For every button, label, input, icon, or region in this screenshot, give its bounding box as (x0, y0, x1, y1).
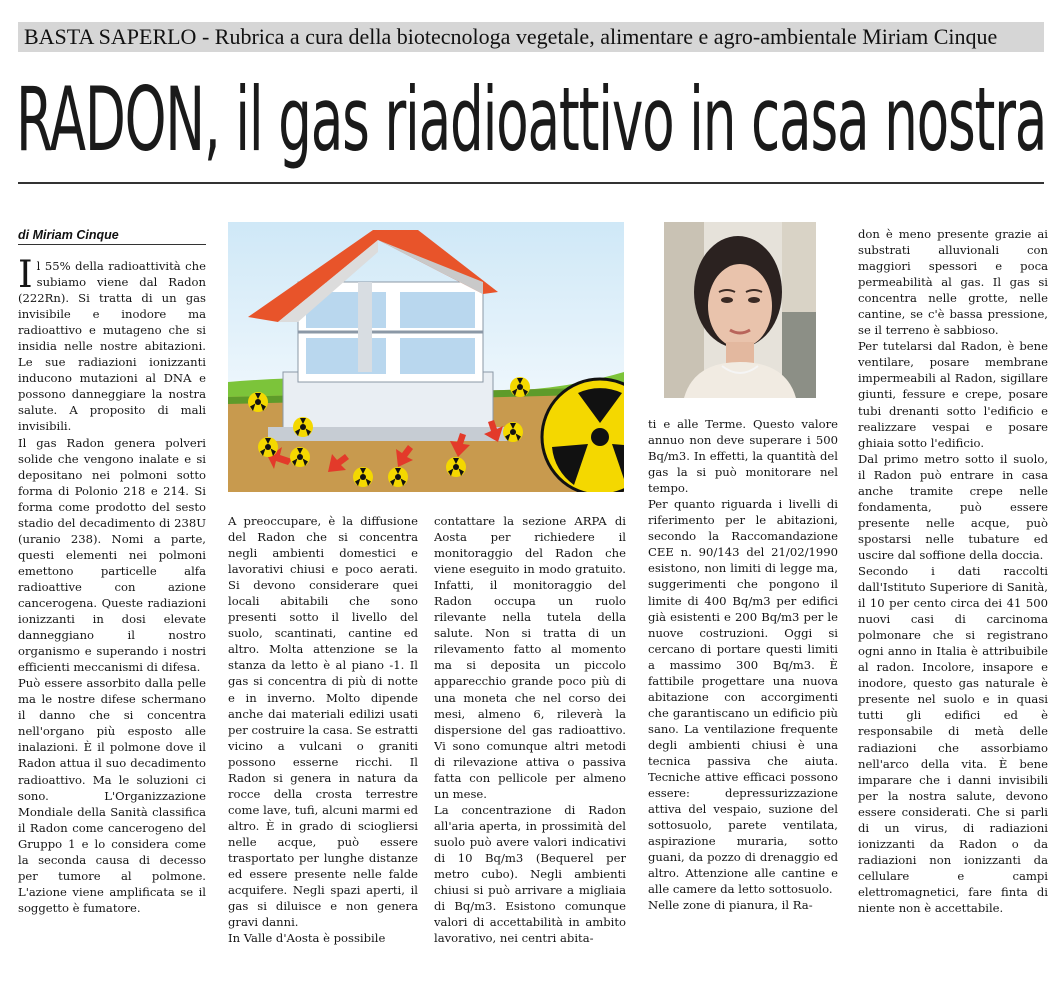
author-portrait-icon (664, 222, 816, 398)
paragraph: Per tutelarsi dal Radon, è bene ventilare, posare membrane impermeabili al Radon, sigillare giunti, fessure e crepe, posare tubi drenanti sotto l'edificio e realizzare vespai e posare ghiaia sotto l'edificio. (858, 339, 1048, 450)
paragraph: A preoccupare, è la diffusione del Radon che si concentra negli ambienti domestici e lavorativi chiusi e poco aerati. Si devono considerare quei locali abitabili che sono presenti sotto il livello del suolo, scantinati, cantine ed altro. Molta attenzione se la stanza da letto è al piano -1. Il gas si concentra di più di notte e in inverno. Molto dipende anche dai materiali edilizi usati per costruire la casa. Se estratti vicino a vulcani o graniti possono esserne ricchi. Il Radon si genera in natura da rocce della crosta terrestre come lave, tufi, alcuni marmi ed altro. È in grado di sciogliersi nelle acque, può essere trasportato per lunghe distanze ed essere presente nelle falde acquifere. Negli spazi aperti, il gas si diluisce e non genera gravi danni. (228, 514, 418, 930)
byline: di Miriam Cinque (18, 228, 206, 245)
article-column-1 (18, 258, 206, 978)
paragraph: Dal primo metro sotto il suolo, il Radon può entrare in casa anche tramite crepe nelle fondamenta, può essere presente nelle acque, può spostarsi nelle tubature ed uscire dal soffione della doccia. (858, 451, 1048, 562)
house-radon-illustration (228, 222, 624, 492)
drop-cap: I (18, 258, 33, 296)
paragraph: contattare la sezione ARPA di Aosta per richiedere il monitoraggio del Radon che viene eseguito in modo gratuito. Infatti, il monitoraggio del Radon occupa un ruolo rilevante nella tutela della salute. Non si tratta di un rilevamento fatto al momento ma si deposita un piccolo apparecchio grande poco più di una moneta che nel corso dei mesi, almeno 6, rileverà la dispersione del gas radioattivo. Vi sono comunque altri metodi di rilevazione attiva o passiva fatta con pellicole per almeno un mese. (434, 514, 626, 801)
author-photo (664, 222, 816, 398)
rubric-text: BASTA SAPERLO - Rubrica a cura della biotecnologa vegetale, alimentare e agro-ambientale Miriam Cinque (24, 24, 998, 49)
paragraph: Il gas Radon genera polveri solide che vengono inalate e si depositano nei polmoni sotto forma di Polonio 218 e 214. Si forma come prodotto del sesto stadio del decadimento di 238U (uranio 238). Nomi a parte, questi elementi nei polmoni emettono particelle alfa radioattive con azione cancerogena. Queste radiazioni ionizzanti in dosi elevate danneggiano il nostro organismo e superando i nostri efficienti meccanismi di difesa. (18, 435, 206, 675)
article-column-2 (228, 513, 418, 971)
article-column-3 (434, 513, 626, 971)
paragraph: Secondo i dati raccolti dall'Istituto Superiore di Sanità, il 10 per cento circa dei 41 500 nuovi casi di carcinoma polmonare che si registrano ogni anno in Italia è attribuibile al radon. Incolore, insapore e inodore, questo gas naturale è presente nel suolo e in quasi tutti gli edifici ed è responsabile di metà delle radiazioni che assorbiamo nell'arco della vita. È bene imparare che i danni invisibili per la nostra salute, devono essere considerati. Che si parli di un virus, di radiazioni ionizzanti da Radon o da radiazioni non ionizzanti da cellulare e campi elettromagnetici, fare finta di niente non è accettabile. (858, 563, 1048, 915)
article-column-5 (858, 226, 1048, 974)
paragraph: Per quanto riguarda i livelli di riferimento per le abitazioni, secondo la Raccomandazione CEE n. 90/143 del 21/02/1990 esistono, non limiti di legge ma, suggerimenti che pongono il limite di 400 Bq/m3 per edifici già esistenti e 200 Bq/m3 per le nuove costruzioni. Oggi si cercano di portare questi limiti a massimo 300 Bq/m3. È fattibile progettare una nuova abitazione con accorgimenti che garantiscano un edificio più sano. La ventilazione frequente degli ambienti chiusi è una tecnica passiva che aiuta. Tecniche attive efficaci possono essere: depressurizzazione attiva del vespaio, suzione del sottosuolo, parete ventilata, aspirazione muraria, sotto guani, da pozzo di drenaggio ed altro. Attenzione alle cantine e alle camere da letto sottosuolo. (648, 497, 838, 897)
paragraph: La concentrazione di Radon all'aria aperta, in prossimità del suolo può avere valori indicativi di 10 Bq/m3 (Bequerel per metro cubo). Negli ambienti chiusi si può arrivare a migliaia di Bq/m3. Esistono comunque valori di accettabilità in ambito lavorativo, nei centri abita- (434, 802, 626, 946)
paragraph: Nelle zone di pianura, il Ra- (648, 898, 813, 913)
paragraph: l 55% della radioattività che subiamo viene dal Radon (222Rn). Si tratta di un gas invisibile e inodore ma radioattivo e mutageno che si insidia nelle nostre abitazioni. Le sue radiazioni ionizzanti inducono mutazioni al DNA e possono danneggiare la nostra salute. A proposito di mali invisibili. (18, 259, 206, 434)
house-radon-icon (228, 222, 624, 492)
paragraph: don è meno presente grazie ai substrati alluvionali con maggiori spessori e poca permeabilità al gas. Il gas si concentra nelle grotte, nelle cantine, se c'è bassa pressione, se il terreno è sabbioso. (858, 227, 1048, 338)
paragraph: Può essere assorbito dalla pelle ma le nostre difese schermano il danno che si concentra nell'organo più esposto alle inalazioni. È il polmone dove il Radon attua il suo decadimento radioattivo. Ma le soluzioni ci sono. L'Organizzazione Mondiale della Sanità classifica il Radon come cancerogeno del Gruppo 1 e lo considera come la seconda causa di decesso per tumore al polmone. L'azione viene amplificata se il soggetto è fumatore. (18, 676, 206, 915)
headline: RADON, il gas riadioattivo in casa nostra (16, 68, 1047, 171)
paragraph: In Valle d'Aosta è possibile (228, 931, 386, 946)
paragraph: ti e alle Terme. Questo valore annuo non deve superare i 500 Bq/m3. In effetti, la quantità del gas la si può monitorare nel tempo. (648, 417, 838, 496)
rubric-band (18, 22, 1044, 52)
article-column-4 (648, 416, 838, 976)
headline-rule (18, 182, 1044, 184)
